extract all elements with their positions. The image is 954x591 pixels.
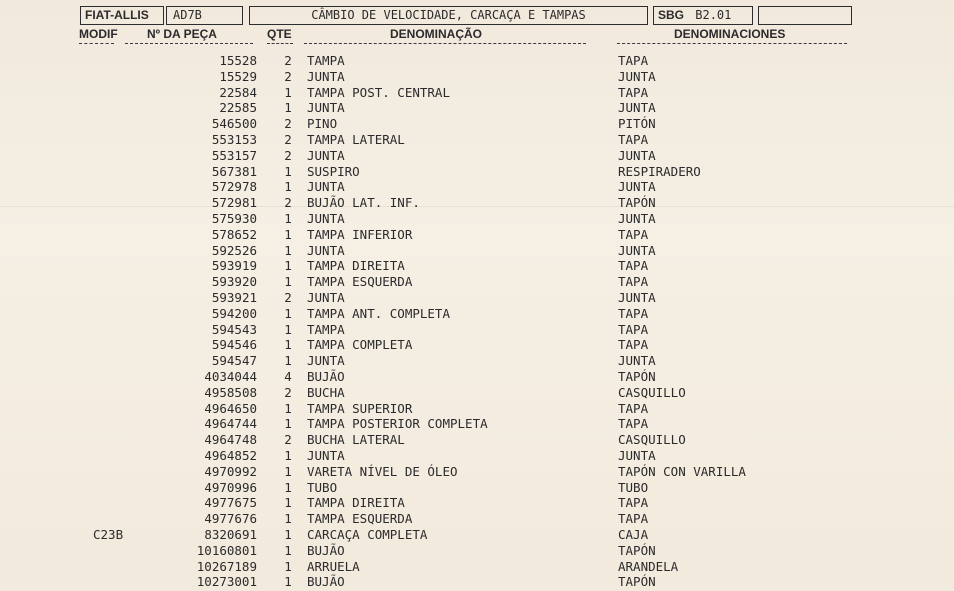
part-number-cell: 594543 xyxy=(211,321,257,337)
description-es-cell: TAPÓN xyxy=(618,195,656,211)
description-pt-cell: VARETA NÍVEL DE ÓLEO xyxy=(307,463,458,479)
description-pt-cell: JUNTA xyxy=(307,211,345,226)
part-number-cell: 4970992 xyxy=(204,463,257,479)
quantity-cell: 1 xyxy=(284,226,292,242)
group-value: B2.01 xyxy=(695,8,732,22)
description-pt-cell: BUCHA LATERAL xyxy=(307,432,405,448)
description-pt-cell: JUNTA xyxy=(307,179,345,195)
description-pt-cell: CARCAÇA COMPLETA xyxy=(307,527,428,542)
description-es-cell: TAPÓN xyxy=(618,574,656,590)
modif-underline xyxy=(79,43,114,44)
table-row xyxy=(0,69,954,85)
model-box xyxy=(166,6,243,25)
table-row xyxy=(0,290,954,306)
description-es-cell: CASQUILLO xyxy=(618,432,686,448)
description-pt-cell: BUJÃO xyxy=(307,369,345,384)
table-row xyxy=(0,543,954,559)
description-pt-cell: TAMPA INFERIOR xyxy=(307,226,413,242)
description-pt-cell: SUSPIRO xyxy=(307,163,360,179)
quantity-cell: 1 xyxy=(284,574,292,590)
description-pt-cell: TAMPA ESQUERDA xyxy=(307,511,413,527)
table-row xyxy=(0,258,954,274)
description-pt-cell: TUBO xyxy=(307,479,338,495)
description-es-cell: TAPA xyxy=(618,416,649,432)
part-number-cell: 4970996 xyxy=(204,479,257,495)
part-number-cell: 4964852 xyxy=(204,448,257,463)
table-row xyxy=(0,243,954,259)
description-pt-cell: TAMPA xyxy=(307,53,345,68)
part-number-cell: 22584 xyxy=(219,84,257,100)
quantity-cell: 1 xyxy=(284,274,292,290)
table-row xyxy=(0,53,954,69)
description-pt-cell: JUNTA xyxy=(307,147,345,163)
quantity-cell: 2 xyxy=(284,116,292,132)
description-es-cell: JUNTA xyxy=(618,179,656,195)
description-es-cell: TAPA xyxy=(618,274,649,290)
quantity-cell: 1 xyxy=(284,353,292,369)
desc-es-underline xyxy=(617,43,847,44)
table-row xyxy=(0,116,954,132)
description-pt-cell: TAMPA DIREITA xyxy=(307,258,405,274)
description-es-cell: TAPA xyxy=(618,132,649,147)
table-row xyxy=(0,480,954,496)
description-es-cell: ARANDELA xyxy=(618,558,679,574)
description-es-cell: JUNTA xyxy=(618,211,656,226)
quantity-cell: 1 xyxy=(284,337,292,353)
part-number-cell: 4958508 xyxy=(204,384,257,400)
group-box xyxy=(653,6,753,25)
qty-underline xyxy=(267,43,293,44)
description-pt-cell: BUJÃO xyxy=(307,542,345,558)
description-es-cell: TAPÓN CON VARILLA xyxy=(618,463,746,479)
description-es-cell: JUNTA xyxy=(618,100,656,116)
description-es-cell: TAPA xyxy=(618,495,649,511)
table-row xyxy=(0,85,954,101)
description-es-cell: CASQUILLO xyxy=(618,384,686,400)
col-header-qty: QTE xyxy=(267,27,292,41)
quantity-cell: 1 xyxy=(284,179,292,195)
quantity-cell: 2 xyxy=(284,432,292,448)
part-number-cell: 594547 xyxy=(211,353,257,369)
part-number-cell: 593921 xyxy=(211,290,257,305)
part-number-cell: 4964748 xyxy=(204,432,257,448)
part-number-cell: 592526 xyxy=(211,242,257,258)
part-number-cell: 578652 xyxy=(211,226,257,242)
quantity-cell: 2 xyxy=(284,53,292,68)
description-pt-cell: TAMPA ESQUERDA xyxy=(307,274,413,290)
description-es-cell: JUNTA xyxy=(618,290,656,305)
model-value: AD7B xyxy=(173,8,202,22)
part-no-underline xyxy=(125,43,253,44)
part-number-cell: 4034044 xyxy=(204,369,257,384)
part-number-cell: 10267189 xyxy=(196,558,257,574)
description-es-cell: RESPIRADERO xyxy=(618,163,701,179)
quantity-cell: 1 xyxy=(284,527,292,542)
description-es-cell: JUNTA xyxy=(618,242,656,258)
quantity-cell: 1 xyxy=(284,242,292,258)
table-row xyxy=(0,132,954,148)
quantity-cell: 1 xyxy=(284,511,292,527)
description-pt-cell: TAMPA xyxy=(307,321,345,337)
quantity-cell: 1 xyxy=(284,479,292,495)
quantity-cell: 1 xyxy=(284,400,292,416)
extra-box xyxy=(758,6,852,25)
quantity-cell: 2 xyxy=(284,290,292,305)
part-number-cell: 553153 xyxy=(211,132,257,147)
quantity-cell: 1 xyxy=(284,542,292,558)
part-number-cell: 4977676 xyxy=(204,511,257,527)
description-es-cell: TAPA xyxy=(618,305,649,321)
table-row xyxy=(0,337,954,353)
part-number-cell: 572978 xyxy=(211,179,257,195)
description-pt-cell: PINO xyxy=(307,116,338,132)
description-es-cell: CAJA xyxy=(618,527,649,542)
quantity-cell: 1 xyxy=(284,558,292,574)
desc-pt-underline xyxy=(304,43,586,44)
brand-label: FIAT-ALLIS xyxy=(85,8,149,22)
table-row xyxy=(0,574,954,590)
part-number-cell: 22585 xyxy=(219,100,257,116)
description-pt-cell: TAMPA DIREITA xyxy=(307,495,405,511)
table-row xyxy=(0,322,954,338)
table-row xyxy=(0,211,954,227)
quantity-cell: 1 xyxy=(284,463,292,479)
description-es-cell: TAPA xyxy=(618,511,649,527)
description-es-cell: TAPA xyxy=(618,337,649,353)
part-number-cell: 593920 xyxy=(211,274,257,290)
description-es-cell: TAPA xyxy=(618,226,649,242)
quantity-cell: 1 xyxy=(284,100,292,116)
quantity-cell: 1 xyxy=(284,211,292,226)
part-number-cell: 15528 xyxy=(219,53,257,68)
description-pt-cell: JUNTA xyxy=(307,100,345,116)
col-header-desc-pt: DENOMINAÇÃO xyxy=(390,27,482,41)
title-box xyxy=(249,6,648,25)
part-number-cell: 4977675 xyxy=(204,495,257,511)
part-number-cell: 4964650 xyxy=(204,400,257,416)
description-pt-cell: JUNTA xyxy=(307,353,345,369)
quantity-cell: 1 xyxy=(284,448,292,463)
quantity-cell: 1 xyxy=(284,495,292,511)
description-pt-cell: ARRUELA xyxy=(307,558,360,574)
description-pt-cell: TAMPA LATERAL xyxy=(307,132,405,147)
col-header-part-no: Nº DA PEÇA xyxy=(147,27,217,41)
description-pt-cell: TAMPA COMPLETA xyxy=(307,337,413,353)
quantity-cell: 1 xyxy=(284,84,292,100)
table-row xyxy=(0,495,954,511)
table-row xyxy=(0,195,954,211)
description-pt-cell: BUJÃO LAT. INF. xyxy=(307,195,420,211)
quantity-cell: 1 xyxy=(284,416,292,432)
part-number-cell: 15529 xyxy=(219,68,257,84)
quantity-cell: 2 xyxy=(284,132,292,147)
table-row xyxy=(0,274,954,290)
quantity-cell: 4 xyxy=(284,369,292,384)
table-row xyxy=(0,527,954,543)
table-row xyxy=(0,559,954,575)
table-row xyxy=(0,432,954,448)
description-pt-cell: JUNTA xyxy=(307,448,345,463)
description-pt-cell: JUNTA xyxy=(307,290,345,305)
part-number-cell: 572981 xyxy=(211,195,257,211)
quantity-cell: 1 xyxy=(284,321,292,337)
table-row xyxy=(0,401,954,417)
description-es-cell: TAPA xyxy=(618,400,649,416)
quantity-cell: 2 xyxy=(284,384,292,400)
description-es-cell: TAPÓN xyxy=(618,542,656,558)
table-row xyxy=(0,511,954,527)
part-number-cell: 575930 xyxy=(211,211,257,226)
group-label: SBG xyxy=(658,8,685,22)
description-es-cell: TAPA xyxy=(618,321,649,337)
table-row xyxy=(0,148,954,164)
table-row xyxy=(0,100,954,116)
part-number-cell: 594200 xyxy=(211,305,257,321)
description-pt-cell: TAMPA POSTERIOR COMPLETA xyxy=(307,416,488,432)
table-row xyxy=(0,385,954,401)
description-pt-cell: TAMPA SUPERIOR xyxy=(307,400,413,416)
table-row xyxy=(0,448,954,464)
part-number-cell: 593919 xyxy=(211,258,257,274)
description-es-cell: TAPÓN xyxy=(618,369,656,384)
part-number-cell: 10273001 xyxy=(196,574,257,590)
modif-cell: C23B xyxy=(93,527,124,542)
brand-box xyxy=(80,6,164,25)
part-number-cell: 10160801 xyxy=(196,542,257,558)
description-es-cell: JUNTA xyxy=(618,147,656,163)
quantity-cell: 1 xyxy=(284,258,292,274)
table-row xyxy=(0,164,954,180)
part-number-cell: 567381 xyxy=(211,163,257,179)
description-pt-cell: TAMPA POST. CENTRAL xyxy=(307,84,450,100)
description-pt-cell: JUNTA xyxy=(307,68,345,84)
table-row xyxy=(0,306,954,322)
quantity-cell: 2 xyxy=(284,68,292,84)
description-pt-cell: JUNTA xyxy=(307,242,345,258)
description-es-cell: TAPA xyxy=(618,53,649,68)
quantity-cell: 2 xyxy=(284,147,292,163)
table-row xyxy=(0,353,954,369)
description-es-cell: JUNTA xyxy=(618,448,656,463)
part-number-cell: 546500 xyxy=(211,116,257,132)
part-number-cell: 8320691 xyxy=(204,527,257,542)
description-es-cell: TAPA xyxy=(618,84,649,100)
description-pt-cell: TAMPA ANT. COMPLETA xyxy=(307,305,450,321)
quantity-cell: 1 xyxy=(284,163,292,179)
col-header-modif: MODIF xyxy=(79,27,118,41)
table-row xyxy=(0,179,954,195)
description-es-cell: PITÓN xyxy=(618,116,656,132)
section-title: CÂMBIO DE VELOCIDADE, CARCAÇA E TAMPAS xyxy=(311,8,586,22)
description-es-cell: TAPA xyxy=(618,258,649,274)
quantity-cell: 2 xyxy=(284,195,292,211)
part-number-cell: 594546 xyxy=(211,337,257,353)
part-number-cell: 4964744 xyxy=(204,416,257,432)
table-row xyxy=(0,464,954,480)
part-number-cell: 553157 xyxy=(211,147,257,163)
description-es-cell: JUNTA xyxy=(618,68,656,84)
description-es-cell: JUNTA xyxy=(618,353,656,369)
table-row xyxy=(0,369,954,385)
description-pt-cell: BUCHA xyxy=(307,384,345,400)
quantity-cell: 1 xyxy=(284,305,292,321)
table-row xyxy=(0,416,954,432)
table-row xyxy=(0,227,954,243)
col-header-desc-es: DENOMINACIONES xyxy=(674,27,786,41)
description-es-cell: TUBO xyxy=(618,479,649,495)
description-pt-cell: BUJÃO xyxy=(307,574,345,590)
